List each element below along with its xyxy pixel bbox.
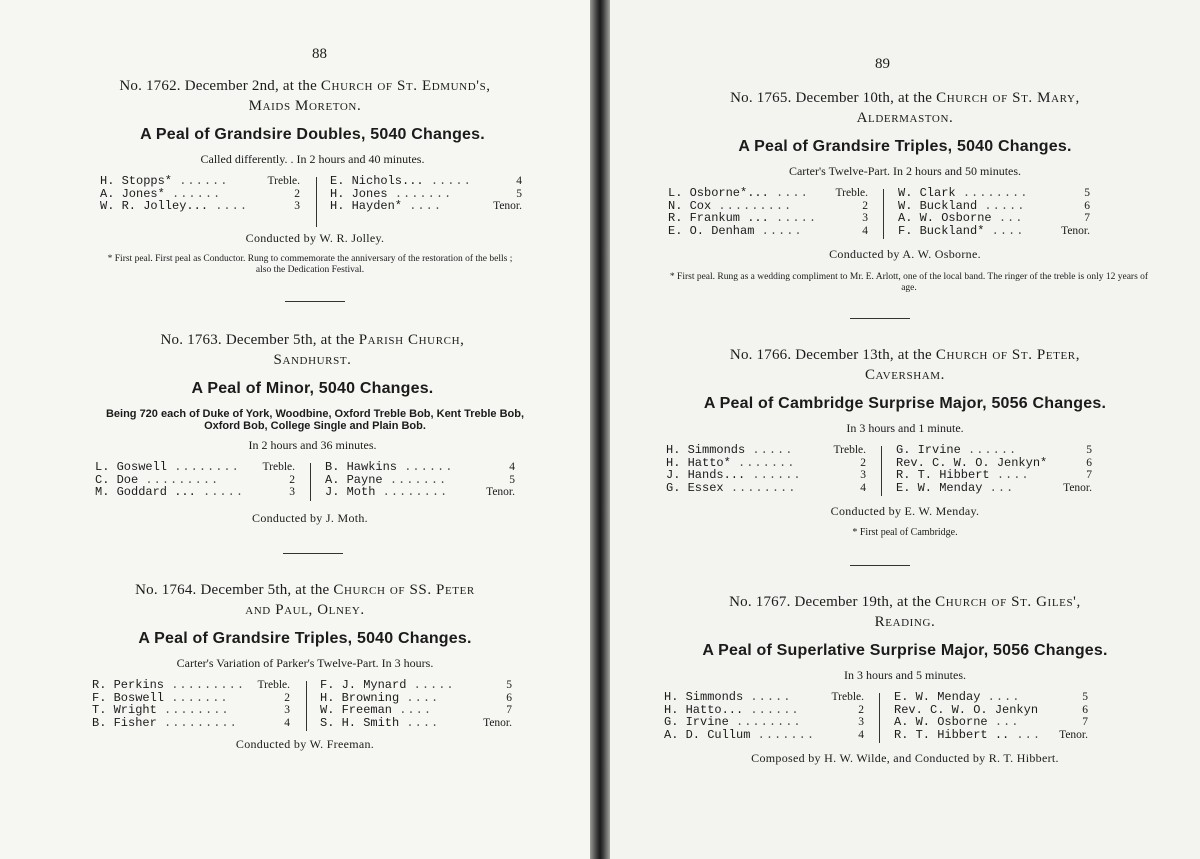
- peal-place: Aldermaston.: [856, 110, 954, 126]
- ringer-row: M. Goddard ... ..... 3: [95, 485, 295, 499]
- peal-title: A Peal of Superlative Surprise Major, 5056 Changes.: [702, 642, 1108, 659]
- ringer-bell: 3: [294, 200, 300, 212]
- peal-subtitle: Carter's Variation of Parker's Twelve-Part. In 3 hours.: [176, 656, 434, 670]
- ringers-table: [0, 175, 590, 231]
- section-divider: [283, 553, 343, 554]
- column-divider: [316, 177, 317, 227]
- ringer-bell: 7: [1082, 716, 1088, 728]
- ringer-bell: Treble.: [831, 691, 864, 703]
- peal-subtitle: In 3 hours and 5 minutes.: [844, 668, 966, 682]
- peal-heading: [0, 76, 590, 116]
- ringer-name: G. Irvine: [896, 443, 961, 457]
- ringer-name: A. Payne: [325, 472, 383, 487]
- conducted-by: Conducted by A. W. Osborne.: [829, 247, 981, 261]
- ringer-row: H. Stopps* ...... Treble.: [100, 174, 300, 188]
- ringer-bell: Tenor.: [1063, 481, 1092, 494]
- peal-date: December 2nd, at the: [184, 78, 317, 94]
- ringer-row: C. Doe ......... 2: [95, 472, 295, 487]
- ringer-name: G. Irvine: [664, 715, 729, 729]
- ringers-right-column: [325, 461, 515, 499]
- ringer-row: H. Browning .... 6: [320, 690, 512, 705]
- peal-duration: In 2 hours and 36 minutes.: [248, 438, 377, 452]
- ringer-name: E. Nichols...: [330, 174, 424, 188]
- peal-place: Reading.: [874, 614, 936, 630]
- ringer-row: H. Simmonds ..... Treble.: [666, 443, 866, 457]
- ringers-left-column: [92, 679, 290, 729]
- ringer-name: R. Frankum ...: [668, 211, 769, 225]
- peal-subtitle: Carter's Twelve-Part. In 2 hours and 50 minutes.: [788, 164, 1022, 178]
- ringer-name: H. Stopps*: [100, 174, 173, 188]
- ringer-bell: 5: [516, 187, 522, 200]
- conducted-by: Composed by H. W. Wilde, and Conducted by R. T. Hibbert.: [751, 751, 1059, 765]
- peal-subtitle: In 3 hours and 1 minute.: [846, 421, 964, 435]
- ringer-name: F. Boswell: [92, 690, 165, 705]
- ringer-name: C. Doe: [95, 472, 139, 487]
- left-page: [0, 0, 590, 859]
- ringer-bell: 4: [509, 461, 515, 473]
- peal-entry: [0, 580, 590, 752]
- ringer-row: G. Essex ........ 4: [666, 480, 866, 495]
- peal-date: December 19th, at the: [794, 594, 932, 610]
- ringer-bell: 5: [1084, 187, 1090, 199]
- peal-subtitle: Called differently. . In 2 hours and 40 minutes.: [200, 152, 425, 166]
- ringer-name: Rev. C. W. O. Jenkyn: [894, 702, 1039, 717]
- conducted-by: Conducted by W. R. Jolley.: [245, 231, 385, 245]
- ringer-row: A. D. Cullum ....... 4: [664, 727, 864, 742]
- peal-church: Church of St. Giles',: [935, 594, 1081, 610]
- ringer-bell: 6: [1086, 456, 1092, 469]
- ringer-bell: 2: [858, 703, 864, 716]
- peal-heading: [610, 592, 1200, 632]
- page-number: 89: [875, 56, 890, 72]
- ringer-bell: 5: [1082, 691, 1088, 703]
- column-divider: [310, 463, 311, 501]
- ringer-row: R. T. Hibbert .... 7: [896, 468, 1092, 482]
- ringer-name: Rev. C. W. O. Jenkyn*: [896, 455, 1048, 470]
- section-divider: [285, 301, 345, 302]
- section-divider: [850, 318, 910, 319]
- peal-subtitle: Being 720 each of Duke of York, Woodbine, Oxford Treble Bob, Kent Treble Bob, Oxford Bob, College Single and Plain Bob.: [105, 408, 525, 432]
- ringer-row: A. W. Osborne ... 7: [898, 211, 1090, 225]
- ringer-bell: Tenor.: [1061, 224, 1090, 237]
- ringers-left-column: [664, 691, 864, 741]
- column-divider: [881, 446, 882, 496]
- ringer-name: J. Hands...: [666, 468, 746, 482]
- ringer-row: F. Boswell ....... 2: [92, 690, 290, 705]
- ringer-bell: 7: [1084, 212, 1090, 224]
- ringer-bell: 2: [294, 187, 300, 200]
- peal-number: No. 1762.: [119, 78, 181, 94]
- ringers-right-column: [896, 444, 1092, 494]
- ringer-bell: 3: [858, 716, 864, 728]
- ringer-bell: Tenor.: [493, 200, 522, 212]
- ringer-bell: 2: [862, 199, 868, 212]
- peal-title: A Peal of Cambridge Surprise Major, 5056 Changes.: [703, 395, 1107, 412]
- page-number: 88: [312, 46, 327, 62]
- ringer-row: W. Clark ........ 5: [898, 186, 1090, 200]
- ringer-row: L. Goswell ........ Treble.: [95, 460, 295, 474]
- ringer-row: W. Buckland ..... 6: [898, 198, 1090, 213]
- ringer-name: E. O. Denham: [668, 223, 755, 238]
- ringer-name: A. W. Osborne: [894, 715, 988, 729]
- ringer-row: R. Perkins ......... Treble.: [92, 678, 290, 692]
- section-divider: [850, 565, 910, 566]
- ringer-row: E. Nichols... ..... 4: [330, 174, 522, 188]
- ringer-row: W. R. Jolley... .... 3: [100, 199, 300, 213]
- ringers-left-column: [100, 175, 300, 213]
- ringer-bell: 7: [506, 704, 512, 716]
- ringer-bell: Tenor.: [483, 716, 512, 729]
- peal-place: Sandhurst.: [273, 352, 352, 368]
- peal-place: Caversham.: [864, 367, 946, 383]
- right-page: [610, 0, 1200, 859]
- peal-heading: [0, 580, 590, 620]
- ringer-bell: 6: [1082, 703, 1088, 716]
- ringer-name: H. Browning: [320, 690, 400, 705]
- column-divider: [883, 189, 884, 239]
- ringer-name: A. W. Osborne: [898, 211, 992, 225]
- ringers-table: [0, 461, 590, 505]
- ringer-bell: Treble.: [267, 175, 300, 187]
- ringer-bell: 3: [860, 469, 866, 481]
- ringer-name: W. Freeman: [320, 703, 393, 717]
- ringers-right-column: [898, 187, 1090, 237]
- peal-date: December 13th, at the: [795, 347, 932, 363]
- ringers-right-column: [320, 679, 512, 729]
- peal-heading: [610, 88, 1200, 128]
- ringer-name: L. Osborne*...: [668, 186, 769, 200]
- footnote: * First peal. First peal as Conductor. Rung to commemorate the anniversary of the restoration of the bells ; also the Dedication Festival.: [107, 254, 513, 275]
- ringer-bell: Treble.: [262, 461, 295, 473]
- ringer-row: J. Moth ........ Tenor.: [325, 485, 515, 499]
- ringer-row: H. Jones ....... 5: [330, 186, 522, 201]
- ringer-bell: 4: [516, 175, 522, 187]
- peal-entry: [610, 345, 1200, 538]
- ringer-name: S. H. Smith: [320, 715, 400, 730]
- ringer-row: E. W. Menday ... Tenor.: [896, 480, 1092, 495]
- ringer-row: H. Hatto... ...... 2: [664, 702, 864, 717]
- ringer-bell: 6: [1084, 199, 1090, 212]
- ringer-row: S. H. Smith .... Tenor.: [320, 715, 512, 730]
- ringers-right-column: [330, 175, 522, 213]
- ringer-name: H. Hatto*: [666, 455, 731, 470]
- ringer-name: H. Hatto...: [664, 702, 744, 717]
- peal-number: No. 1764.: [135, 582, 197, 598]
- conducted-by: Conducted by J. Moth.: [252, 511, 368, 525]
- peal-heading: [0, 330, 590, 370]
- ringer-bell: 3: [289, 486, 295, 498]
- ringer-row: A. Payne ....... 5: [325, 472, 515, 487]
- ringer-bell: 3: [284, 704, 290, 716]
- peal-number: No. 1766.: [729, 347, 792, 363]
- ringer-row: T. Wright ........ 3: [92, 703, 290, 717]
- ringer-name: H. Simmonds: [666, 443, 746, 457]
- ringer-name: W. Buckland: [898, 198, 978, 213]
- ringer-row: F. J. Mynard ..... 5: [320, 678, 512, 692]
- ringer-row: G. Irvine ........ 3: [664, 715, 864, 729]
- ringer-name: A. Jones*: [100, 186, 165, 201]
- ringer-row: E. W. Menday .... 5: [894, 690, 1088, 704]
- peal-church: Parish Church,: [358, 332, 465, 348]
- ringer-bell: 6: [506, 691, 512, 704]
- peal-church: Church of SS. Peter: [333, 582, 475, 598]
- ringers-table: [610, 444, 1200, 500]
- ringer-name: N. Cox: [668, 198, 712, 213]
- peal-entry: [610, 88, 1200, 294]
- ringer-row: H. Simmonds ..... Treble.: [664, 690, 864, 704]
- ringer-name: M. Goddard ...: [95, 485, 196, 499]
- ringer-bell: Tenor.: [1059, 728, 1088, 741]
- peal-place: Maids Moreton.: [248, 98, 362, 114]
- ringer-bell: Treble.: [835, 187, 868, 199]
- ringer-row: B. Fisher ......... 4: [92, 715, 290, 730]
- ringer-name: H. Jones: [330, 186, 388, 201]
- ringer-row: F. Buckland* .... Tenor.: [898, 223, 1090, 238]
- footnote: * First peal of Cambridge.: [852, 527, 958, 538]
- ringer-name: H. Hayden*: [330, 199, 403, 213]
- ringer-bell: 3: [862, 212, 868, 224]
- ringer-bell: 4: [284, 716, 290, 729]
- peal-title: A Peal of Grandsire Triples, 5040 Changes.: [138, 630, 472, 647]
- ringer-row: E. O. Denham ..... 4: [668, 223, 868, 238]
- peal-church: Church of St. Mary,: [936, 90, 1080, 106]
- ringer-row: R. Frankum ... ..... 3: [668, 211, 868, 225]
- ringers-right-column: [894, 691, 1088, 741]
- ringer-name: E. W. Menday: [896, 480, 983, 495]
- ringer-name: R. T. Hibbert ..: [894, 727, 1010, 742]
- ringers-left-column: [668, 187, 868, 237]
- peal-title: A Peal of Grandsire Triples, 5040 Changes.: [738, 138, 1072, 155]
- ringer-row: L. Osborne*... .... Treble.: [668, 186, 868, 200]
- ringer-bell: 4: [860, 481, 866, 494]
- ringer-row: A. Jones* ...... 2: [100, 186, 300, 201]
- ringer-bell: 4: [862, 224, 868, 237]
- peal-place: and Paul, Olney.: [245, 602, 365, 618]
- conducted-by: Conducted by E. W. Menday.: [830, 504, 980, 518]
- ringers-table: [610, 691, 1200, 747]
- ringer-row: G. Irvine ...... 5: [896, 443, 1092, 457]
- ringer-row: N. Cox ......... 2: [668, 198, 868, 213]
- ringer-name: J. Moth: [325, 485, 376, 499]
- ringer-name: B. Fisher: [92, 715, 157, 730]
- peal-entry: [610, 592, 1200, 766]
- column-divider: [306, 681, 307, 731]
- ringer-row: J. Hands... ...... 3: [666, 468, 866, 482]
- ringer-name: R. T. Hibbert: [896, 468, 990, 482]
- ringer-bell: Treble.: [833, 444, 866, 456]
- ringers-left-column: [666, 444, 866, 494]
- ringer-name: L. Goswell: [95, 460, 168, 474]
- peal-date: December 10th, at the: [795, 90, 933, 106]
- ringer-name: A. D. Cullum: [664, 727, 751, 742]
- ringer-row: B. Hawkins ...... 4: [325, 460, 515, 474]
- ringer-bell: 2: [860, 456, 866, 469]
- ringer-name: G. Essex: [666, 480, 724, 495]
- ringer-row: R. T. Hibbert .. ... Tenor.: [894, 727, 1088, 742]
- ringer-bell: 2: [289, 473, 295, 486]
- peal-number: No. 1767.: [729, 594, 791, 610]
- ringer-bell: Treble.: [257, 679, 290, 691]
- ringer-bell: 5: [506, 679, 512, 691]
- ringer-bell: 5: [509, 473, 515, 486]
- peal-entry: [0, 330, 590, 526]
- peal-date: December 5th, at the: [225, 332, 355, 348]
- peal-title: A Peal of Grandsire Doubles, 5040 Changes.: [140, 126, 485, 143]
- ringer-bell: Tenor.: [486, 486, 515, 498]
- ringer-row: W. Freeman .... 7: [320, 703, 512, 717]
- ringer-name: B. Hawkins: [325, 460, 398, 474]
- footnote: * First peal. Rung as a wedding compliment to Mr. E. Arlott, one of the local band. The ringer of the treble is only 12 years of age.: [669, 272, 1149, 293]
- ringer-name: H. Simmonds: [664, 690, 744, 704]
- conducted-by: Conducted by W. Freeman.: [235, 737, 375, 751]
- ringer-row: A. W. Osborne ... 7: [894, 715, 1088, 729]
- ringer-bell: 5: [1086, 444, 1092, 456]
- peal-entry: [0, 76, 590, 276]
- ringer-name: W. R. Jolley...: [100, 199, 209, 213]
- book-gutter: [590, 0, 610, 859]
- column-divider: [879, 693, 880, 743]
- peal-church: Church of St. Peter,: [935, 347, 1081, 363]
- ringer-name: R. Perkins: [92, 678, 165, 692]
- peal-date: December 5th, at the: [200, 582, 330, 598]
- ringers-table: [0, 679, 590, 733]
- ringer-name: T. Wright: [92, 703, 157, 717]
- peal-number: No. 1763.: [160, 332, 222, 348]
- ringer-row: H. Hayden* .... Tenor.: [330, 199, 522, 213]
- ringer-bell: 2: [284, 691, 290, 704]
- ringer-name: W. Clark: [898, 186, 956, 200]
- ringer-name: F. Buckland*: [898, 223, 985, 238]
- peal-number: No. 1765.: [730, 90, 792, 106]
- ringer-bell: 7: [1086, 469, 1092, 481]
- ringer-row: H. Hatto* ....... 2: [666, 455, 866, 470]
- ringers-left-column: [95, 461, 295, 499]
- ringers-table: [610, 187, 1200, 243]
- peal-heading: [610, 345, 1200, 385]
- ringer-bell: 4: [858, 728, 864, 741]
- ringer-name: E. W. Menday: [894, 690, 981, 704]
- ringer-name: F. J. Mynard: [320, 678, 407, 692]
- peal-church: Church of St. Edmund's,: [320, 78, 491, 94]
- peal-title: A Peal of Minor, 5040 Changes.: [191, 380, 434, 397]
